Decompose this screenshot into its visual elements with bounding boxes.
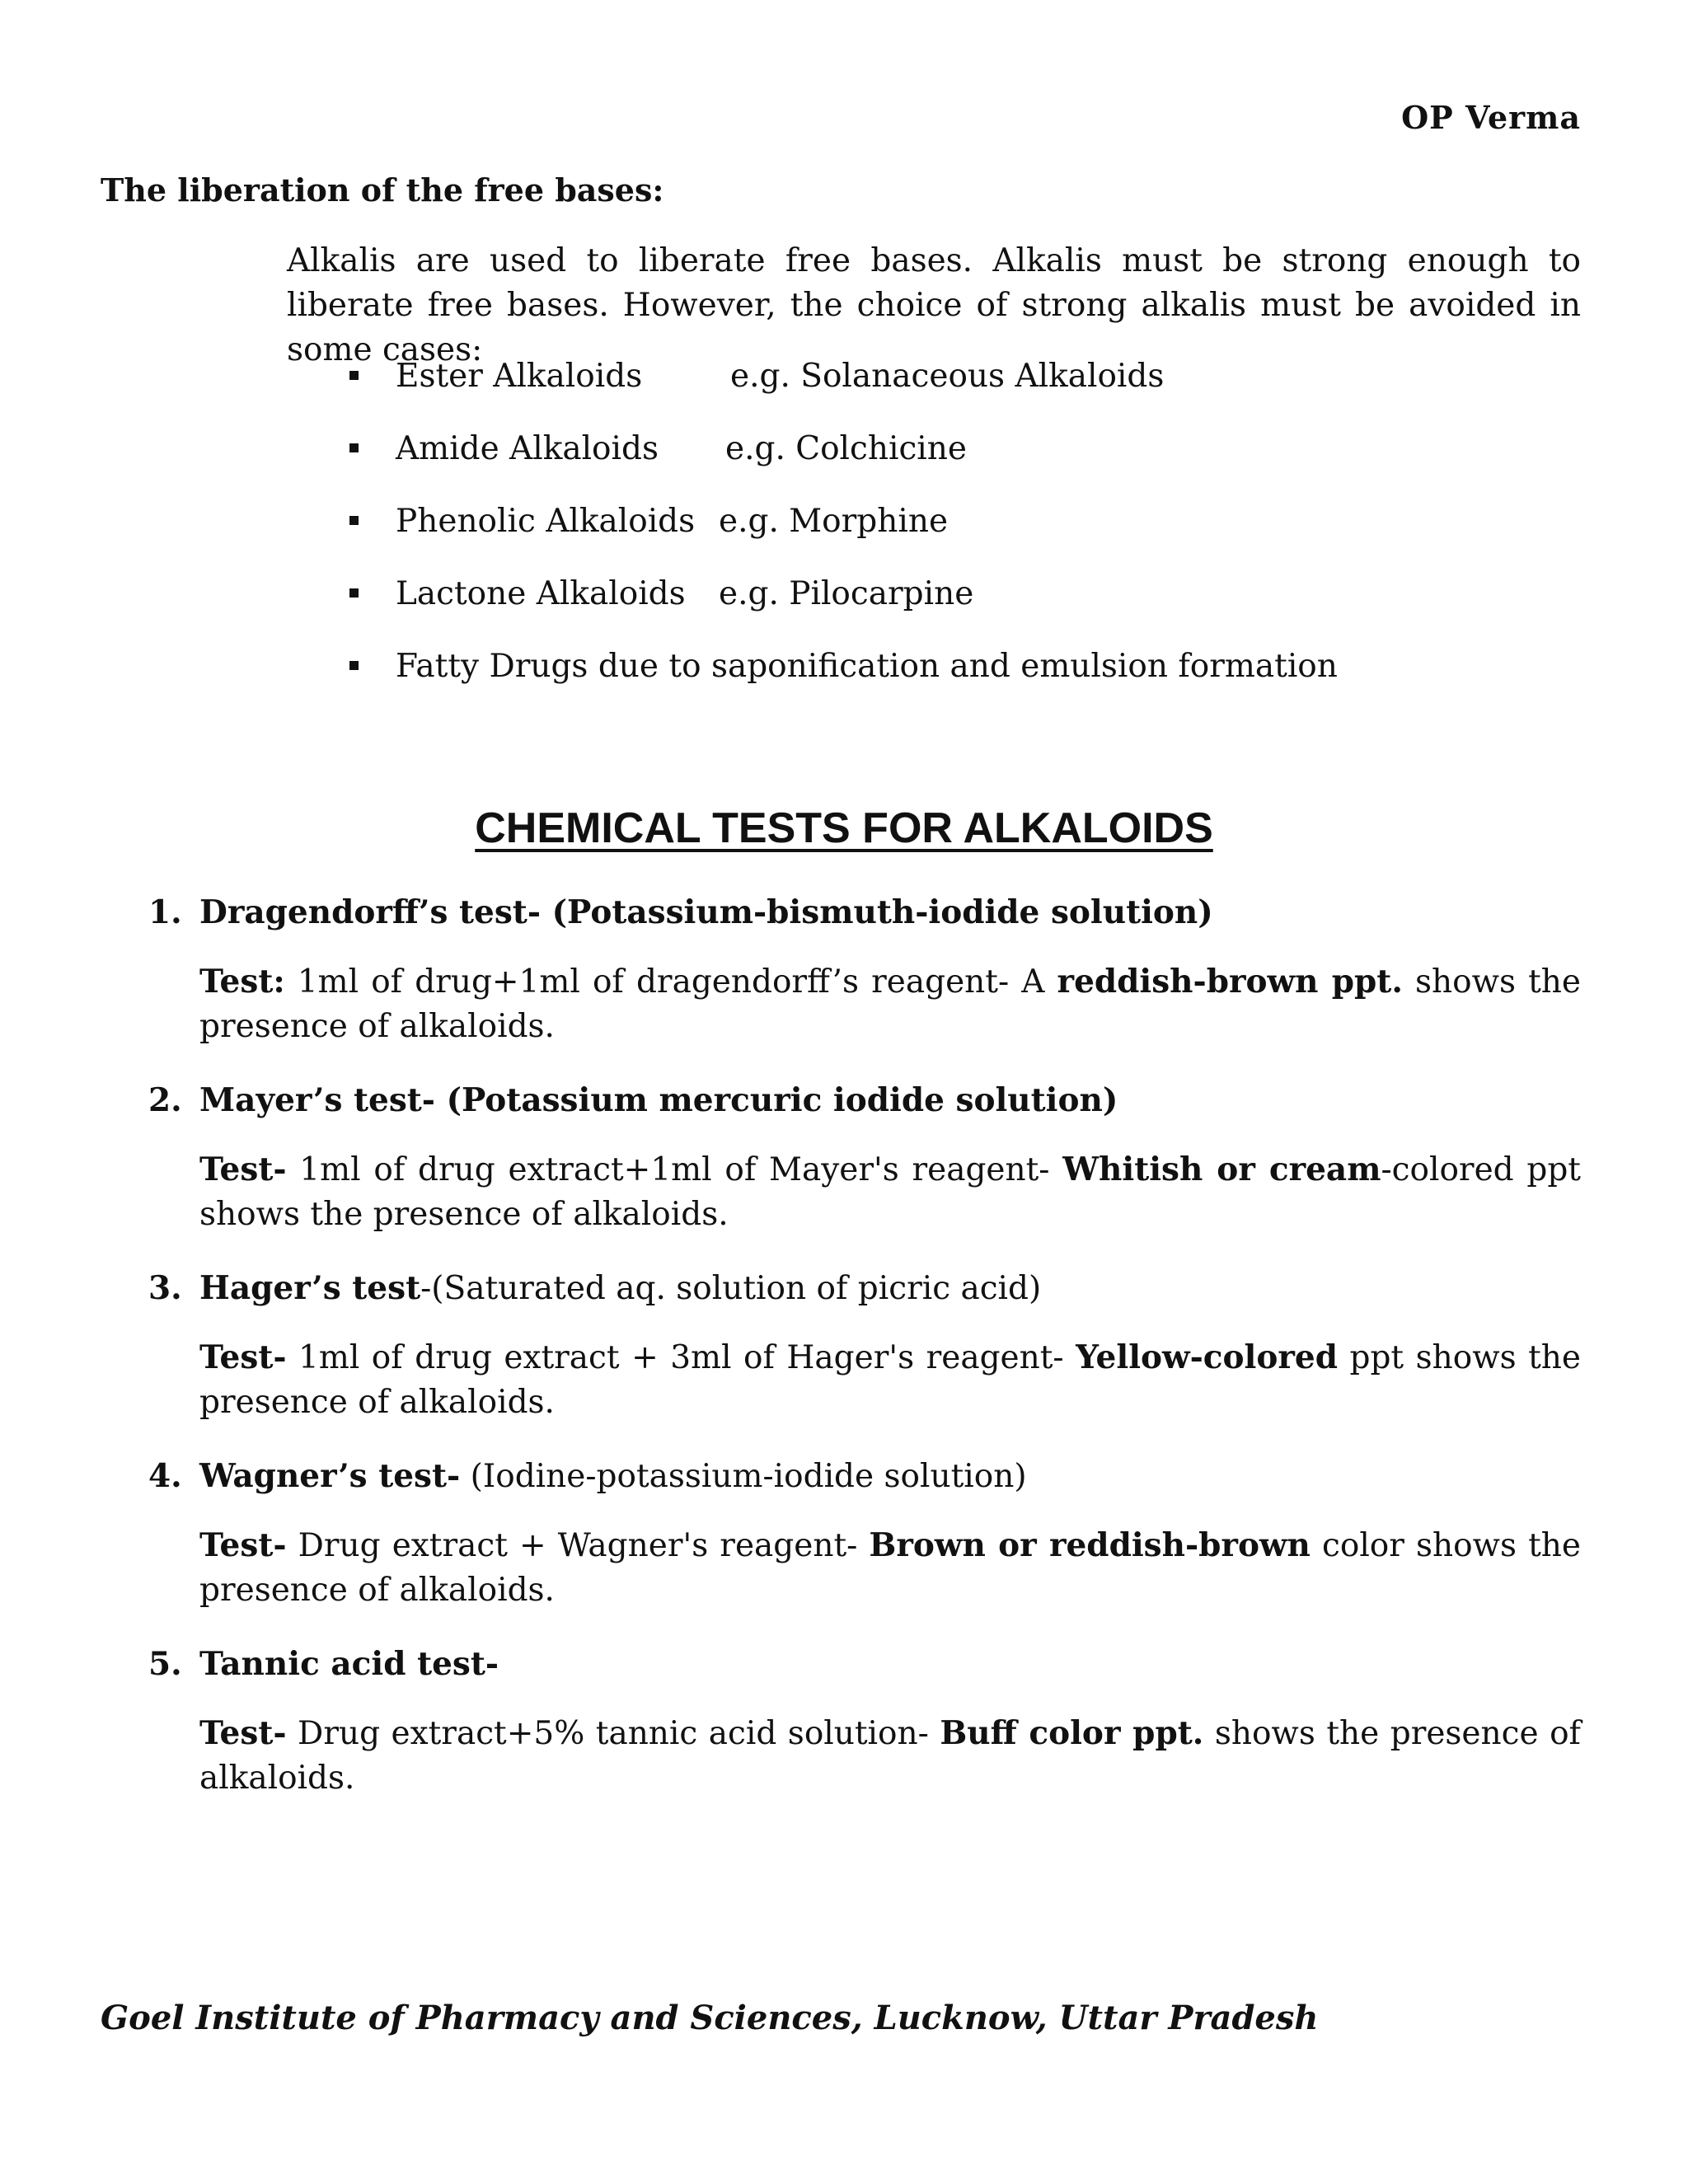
liberation-heading: The liberation of the free bases: (101, 171, 664, 209)
alkaloid-type: Lactone Alkaloids (396, 575, 686, 612)
test-heading (148, 1642, 1581, 1686)
test-text: Drug extract+5% tannic acid solution- (286, 1715, 940, 1752)
test-label: Test- (199, 1338, 287, 1376)
author-name: OP Verma (1401, 99, 1581, 136)
alkaloid-example: e.g. Pilocarpine (719, 575, 974, 612)
test-reagent: (Iodine-potassium-iodide solution) (460, 1458, 1027, 1495)
test-text: 1ml of drug extract + 3ml of Hager's reagent- (286, 1339, 1076, 1376)
test-item-hager (148, 1266, 1581, 1454)
test-text: 1ml of drug extract+1ml of Mayer's reagent- (286, 1151, 1063, 1188)
test-result: reddish-brown ppt. (1057, 963, 1403, 1001)
test-title: Wagner’s test- (199, 1457, 461, 1495)
test-title-line (199, 1078, 1118, 1122)
test-number: 4. (148, 1457, 182, 1495)
liberation-intro: Alkalis are used to liberate free bases. Alkalis must be strong enough to liberate free bases. However, the choice of strong alkalis must be avoided in some cases: (287, 242, 1581, 368)
test-label: Test- (199, 1526, 287, 1564)
test-title: Dragendorff’s test- (Potassium-bismuth-iodide solution) (199, 893, 1213, 931)
square-bullet-icon (349, 661, 359, 670)
test-heading (148, 1078, 1581, 1122)
institute-footer: Goel Institute of Pharmacy and Sciences, Lucknow, Uttar Pradesh (101, 1999, 1319, 2037)
alkaloid-type: Fatty Drugs due to saponification and emulsion formation (396, 648, 1338, 685)
alkaloid-example: e.g. Colchicine (725, 430, 967, 467)
square-bullet-icon (349, 516, 359, 525)
alkaloid-example: e.g. Solanaceous Alkaloids (730, 358, 1165, 395)
alkaloid-type: Ester Alkaloids (396, 358, 643, 395)
test-title: Hager’s test (199, 1269, 421, 1307)
test-procedure (199, 1335, 1581, 1454)
test-result: Yellow-colored (1076, 1338, 1338, 1376)
test-conclusion: color shows the presence of alkaloids. (199, 1527, 1581, 1609)
square-bullet-icon (349, 443, 359, 452)
square-bullet-icon (349, 588, 359, 598)
test-text: Drug extract + Wagner's reagent- (286, 1527, 870, 1564)
alkaloid-type: Phenolic Alkaloids (396, 503, 696, 540)
test-label: Test: (199, 963, 285, 1001)
alkaloid-type: Amide Alkaloids (396, 430, 659, 467)
test-item-tannic-acid (148, 1642, 1581, 1830)
test-number: 2. (148, 1081, 182, 1119)
test-procedure (199, 1711, 1581, 1830)
test-conclusion: -colored ppt shows the presence of alkaloids. (199, 1151, 1581, 1233)
test-label: Test- (199, 1151, 287, 1188)
test-title-line (199, 1642, 499, 1686)
square-bullet-icon (349, 371, 359, 380)
test-procedure (199, 1523, 1581, 1642)
alkaloid-example: e.g. Morphine (719, 503, 949, 540)
test-conclusion: ppt shows the presence of alkaloids. (199, 1339, 1581, 1421)
test-result: Brown or reddish-brown (869, 1526, 1311, 1564)
test-number: 5. (148, 1645, 182, 1683)
test-label: Test- (199, 1714, 287, 1752)
test-heading (148, 1454, 1581, 1498)
test-item-dragendorff (148, 890, 1581, 1078)
test-number: 1. (148, 893, 182, 931)
test-conclusion: shows the presence of alkaloids. (199, 1715, 1581, 1797)
test-procedure (199, 1147, 1581, 1266)
chemical-tests-list (148, 890, 1581, 1830)
chemical-tests-title: CHEMICAL TESTS FOR ALKALOIDS (475, 804, 1213, 852)
test-title: Mayer’s test- (Potassium mercuric iodide solution) (199, 1081, 1118, 1119)
test-result: Buff color ppt. (940, 1714, 1204, 1752)
test-reagent: -(Saturated aq. solution of picric acid) (420, 1270, 1042, 1307)
test-result: Whitish or cream (1062, 1151, 1381, 1188)
test-heading (148, 890, 1581, 935)
test-text: 1ml of drug+1ml of dragendorff’s reagent- A (284, 963, 1057, 1001)
test-title: Tannic acid test- (199, 1645, 499, 1683)
test-procedure (199, 959, 1581, 1078)
test-item-wagner (148, 1454, 1581, 1642)
test-item-mayer (148, 1078, 1581, 1266)
test-title-line (199, 890, 1213, 935)
test-number: 3. (148, 1269, 182, 1307)
test-conclusion: shows the presence of alkaloids. (199, 963, 1581, 1045)
test-heading (148, 1266, 1581, 1310)
test-title-line (199, 1266, 1041, 1310)
test-title-line (199, 1454, 1027, 1498)
